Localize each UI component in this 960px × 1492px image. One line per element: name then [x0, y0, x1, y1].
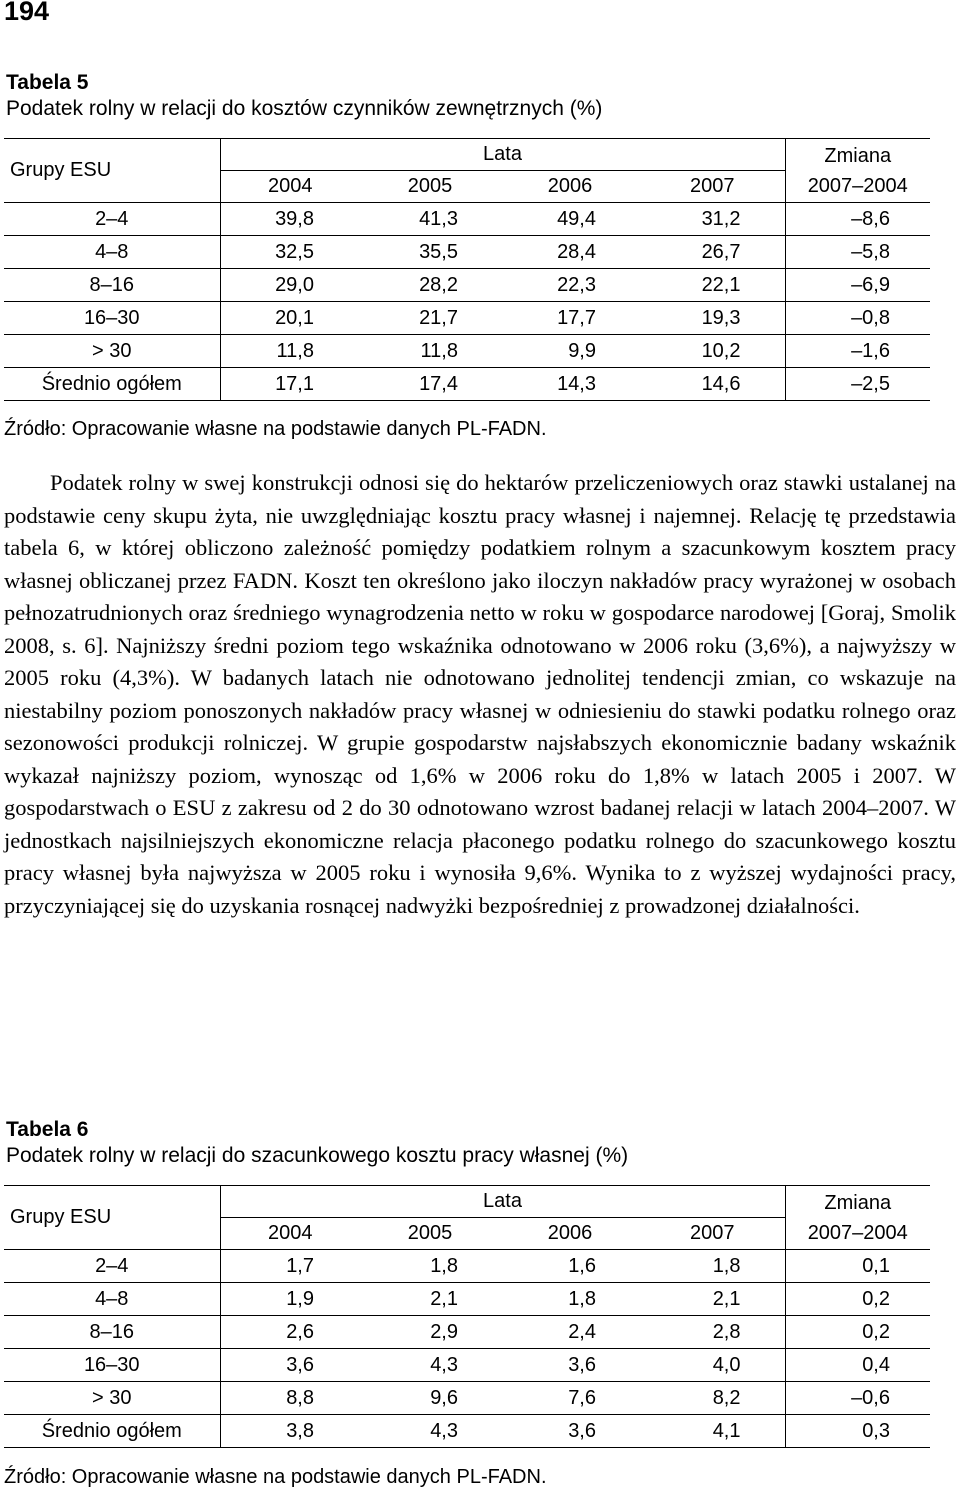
table5-title: Podatek rolny w relacji do kosztów czynników zewnętrznych (%) — [6, 97, 603, 120]
table6-value-cell: 4,0 — [640, 1349, 785, 1382]
table6-value-cell: 1,8 — [500, 1283, 640, 1316]
table5-years-header: Lata — [220, 139, 785, 171]
table6-change-cell: 0,1 — [785, 1250, 930, 1283]
table6-change-header-line2: 2007–2004 — [807, 1221, 908, 1244]
table5-group-cell: > 30 — [4, 335, 220, 368]
table6-value-cell: 2,8 — [640, 1316, 785, 1349]
table6-value-cell: 4,1 — [640, 1415, 785, 1448]
table5-value-cell: 10,2 — [640, 335, 785, 368]
table5-value-cell: 26,7 — [640, 236, 785, 269]
table5-value-cell: 28,2 — [360, 269, 500, 302]
table6-value-cell: 8,2 — [640, 1382, 785, 1415]
table6-label: Tabela 6 — [6, 1118, 89, 1141]
table6-source: Źródło: Opracowanie własne na podstawie danych PL-FADN. — [4, 1466, 547, 1488]
table5-change-cell: –6,9 — [785, 269, 930, 302]
table5-change-header-line2: 2007–2004 — [807, 174, 908, 197]
table6-group-cell: 2–4 — [4, 1250, 220, 1283]
table5-value-cell: 29,0 — [220, 269, 360, 302]
table5-value-cell: 35,5 — [360, 236, 500, 269]
table5-group-cell: Średnio ogółem — [4, 368, 220, 401]
table6-value-cell: 3,6 — [220, 1349, 360, 1382]
table5-change-cell: –0,8 — [785, 302, 930, 335]
table5-row — [4, 236, 930, 269]
table5-value-cell: 49,4 — [500, 203, 640, 236]
table6-value-cell: 7,6 — [500, 1382, 640, 1415]
table5-value-cell: 19,3 — [640, 302, 785, 335]
table5-value-cell: 14,6 — [640, 368, 785, 401]
table6-group-cell: 8–16 — [4, 1316, 220, 1349]
table6-caption — [6, 1117, 628, 1169]
table5-value-cell: 20,1 — [220, 302, 360, 335]
table6-change-cell: –0,6 — [785, 1382, 930, 1415]
table6-row — [4, 1316, 930, 1349]
table6-value-cell: 1,7 — [220, 1250, 360, 1283]
table5-change-cell: –8,6 — [785, 203, 930, 236]
table5-source: Źródło: Opracowanie własne na podstawie danych PL-FADN. — [4, 418, 547, 440]
table5-year: 2006 — [547, 175, 593, 197]
table5-year: 2004 — [268, 175, 313, 197]
table6-row — [4, 1382, 930, 1415]
table6-value-cell: 2,1 — [640, 1283, 785, 1316]
table5-header-row — [4, 139, 930, 171]
table6 — [4, 1185, 930, 1448]
table5-value-cell: 22,1 — [640, 269, 785, 302]
table5-group-cell: 16–30 — [4, 302, 220, 335]
table6-value-cell: 3,8 — [220, 1415, 360, 1448]
table5-value-cell: 21,7 — [360, 302, 500, 335]
table6-row — [4, 1415, 930, 1448]
table6-value-cell: 1,6 — [500, 1250, 640, 1283]
table6-group-cell: Średnio ogółem — [4, 1415, 220, 1448]
table6-change-header-line1: Zmiana — [824, 1191, 892, 1214]
table6-year: 2006 — [547, 1222, 593, 1244]
table6-value-cell: 2,9 — [360, 1316, 500, 1349]
table6-group-header: Grupy ESU — [4, 1186, 220, 1250]
table6-row — [4, 1349, 930, 1382]
table6-value-cell: 2,4 — [500, 1316, 640, 1349]
table6-value-cell: 2,1 — [360, 1283, 500, 1316]
table5 — [4, 138, 930, 401]
table6-year: 2005 — [407, 1222, 453, 1244]
table6-years-header: Lata — [220, 1186, 785, 1218]
table5-value-cell: 17,1 — [220, 368, 360, 401]
table5-value-cell: 22,3 — [500, 269, 640, 302]
table5-group-cell: 8–16 — [4, 269, 220, 302]
table5-value-cell: 17,7 — [500, 302, 640, 335]
table5-year: 2007 — [640, 171, 785, 203]
table6-value-cell: 1,8 — [640, 1250, 785, 1283]
table6-group-cell: 16–30 — [4, 1349, 220, 1382]
table5-value-cell: 11,8 — [220, 335, 360, 368]
table5-caption — [6, 70, 602, 122]
table6-change-cell: 0,2 — [785, 1283, 930, 1316]
table5-row — [4, 203, 930, 236]
table5-group-cell: 2–4 — [4, 203, 220, 236]
table6-year: 2007 — [640, 1218, 785, 1250]
table6-value-cell: 3,6 — [500, 1349, 640, 1382]
table6-title: Podatek rolny w relacji do szacunkowego kosztu pracy własnej (%) — [6, 1144, 629, 1167]
table6-change-cell: 0,2 — [785, 1316, 930, 1349]
table6-change-cell: 0,4 — [785, 1349, 930, 1382]
table5-change-cell: –1,6 — [785, 335, 930, 368]
table5-value-cell: 39,8 — [220, 203, 360, 236]
table6-value-cell: 4,3 — [360, 1415, 500, 1448]
table6-row — [4, 1250, 930, 1283]
table5-group-cell: 4–8 — [4, 236, 220, 269]
table6-row — [4, 1283, 930, 1316]
table6-value-cell: 1,8 — [360, 1250, 500, 1283]
table6-value-cell: 1,9 — [220, 1283, 360, 1316]
body-paragraph: Podatek rolny w swej konstrukcji odnosi się do hektarów przeliczeniowych oraz stawki ustalanej na podstawie ceny skupu żyta, nie uwzględniając kosztu pracy własnej i najemnej. Relację tę przedstawia tabela 6, w której obliczono zależność pomiędzy podatkiem rolnym a szacunkowym kosztem pracy własnej obliczanej przez FADN. Koszt ten określono jako iloczyn nakładów pracy wyrażonej w osobach pełnozatrudnionych oraz średniego wynagrodzenia netto w roku w gospodarce narodowej [Goraj, Smolik 2008, s. 6]. Najniższy średni poziom tego wskaźnika odnotowano w 2006 roku (3,6%), a najwyższy w 2005 roku (4,3%). W badanych latach nie odnotowano jednolitej tendencji zmian, co wskazuje na niestabilny poziom ponoszonych nakładów pracy własnej w odniesieniu do stawki podatku rolnego oraz sezonowości produkcji rolniczej. W grupie gospodarstw najsłabszych ekonomicznie badany wskaźnik wykazał najniższy poziom, wynosząc od 1,6% w 2006 roku do 1,8% w latach 2005 i 2007. W gospodarstwach o ESU z zakresu od 2 do 30 odnotowano wzrost badanej relacji w latach 2004–2007. W jednostkach najsilniejszych ekonomiczne relacja płaconego podatku rolnego do szacunkowego kosztu pracy własnej była najwyższa w 2005 roku i wynosiła 9,6%. Wynika to z wyższej wydajności pracy, przyczyniającej się do uzyskania rosnącej nadwyżki bezpośredniej z prowadzonej działalności. — [4, 470, 956, 918]
page-number: 194 — [4, 0, 50, 26]
table5-change-cell: –2,5 — [785, 368, 930, 401]
table5-value-cell: 28,4 — [500, 236, 640, 269]
table6-group-cell: 4–8 — [4, 1283, 220, 1316]
table5-row — [4, 335, 930, 368]
table5-change-header — [785, 139, 930, 203]
table6-year: 2004 — [268, 1222, 313, 1244]
table5-change-cell: –5,8 — [785, 236, 930, 269]
table5-row — [4, 368, 930, 401]
table6-change-header — [785, 1186, 930, 1250]
table5-group-header: Grupy ESU — [4, 139, 220, 203]
table5-value-cell: 9,9 — [500, 335, 640, 368]
table6-value-cell: 3,6 — [500, 1415, 640, 1448]
table6-header-row — [4, 1186, 930, 1218]
table6-value-cell: 8,8 — [220, 1382, 360, 1415]
table5-value-cell: 31,2 — [640, 203, 785, 236]
table5-label: Tabela 5 — [6, 71, 89, 94]
table5-year: 2005 — [407, 175, 453, 197]
table6-value-cell: 4,3 — [360, 1349, 500, 1382]
table5-change-header-line1: Zmiana — [824, 144, 892, 167]
table6-change-cell: 0,3 — [785, 1415, 930, 1448]
table5-row — [4, 302, 930, 335]
table5-value-cell: 14,3 — [500, 368, 640, 401]
table5-value-cell: 11,8 — [360, 335, 500, 368]
table6-value-cell: 9,6 — [360, 1382, 500, 1415]
table5-row — [4, 269, 930, 302]
table6-value-cell: 2,6 — [220, 1316, 360, 1349]
table5-value-cell: 17,4 — [360, 368, 500, 401]
table5-value-cell: 41,3 — [360, 203, 500, 236]
table6-group-cell: > 30 — [4, 1382, 220, 1415]
table5-value-cell: 32,5 — [220, 236, 360, 269]
